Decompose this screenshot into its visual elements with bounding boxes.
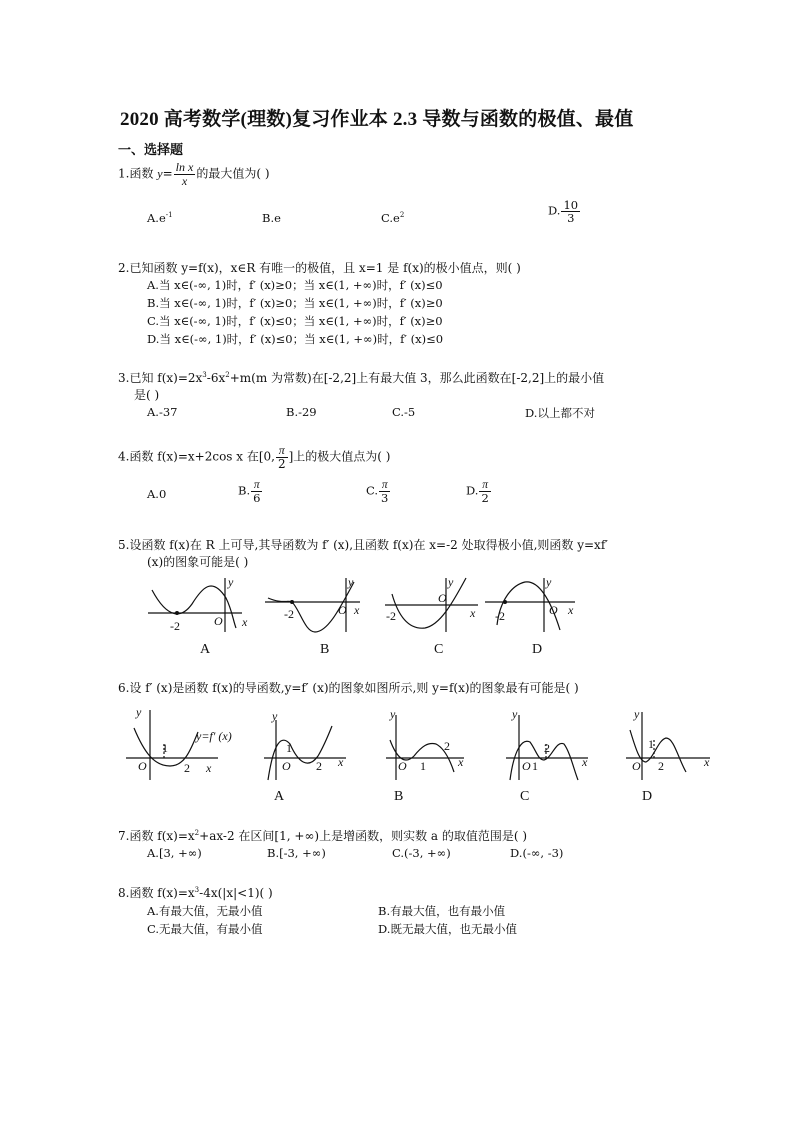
q4-option-c: C. $\frac{\pi}{3}$ <box>366 479 389 506</box>
q1-fraction: $\frac{\text{ln x}}{x}$ <box>175 160 194 188</box>
q6-b-x-label: x <box>458 755 464 769</box>
q5-b-y-label: y <box>348 575 354 589</box>
section-heading: 一、选择题 <box>118 143 184 158</box>
q8-option-d: D.既无最大值，也无最小值 <box>378 922 517 936</box>
q7-option-d: D.(-∞, -3) <box>510 846 564 860</box>
q5-d-origin: O <box>549 603 558 617</box>
q6-a-one: 1 <box>286 741 292 755</box>
q2-option-d: D.当 x∈(-∞, 1)时，f′ (x)≤0；当 x∈(1, +∞)时，f′ (x)≤0 <box>147 332 444 346</box>
q6-a-origin: O <box>282 759 291 773</box>
q6-main-x-label: x <box>206 761 212 775</box>
q6-main-one: 1 <box>162 741 168 755</box>
q5-c-neg2: -2 <box>386 609 396 623</box>
q7-option-c: C.(-3, +∞) <box>392 846 451 860</box>
q5-a-origin: O <box>214 614 223 628</box>
q6-graphs <box>126 700 716 806</box>
q3-option-a: A.-37 <box>147 405 178 419</box>
q4-option-a: A.0 <box>147 487 167 501</box>
q6-function-label: y=f′ (x) <box>196 729 232 743</box>
q5-b-x-label: x <box>354 603 360 617</box>
q6-a-two: 2 <box>316 759 322 773</box>
q5-d-neg2: -2 <box>495 609 505 623</box>
q2-option-b: B.当 x∈(-∞, 1)时，f′ (x)≥0；当 x∈(1, +∞)时，f′ (x)≥0 <box>147 296 443 310</box>
q2-option-a: A.当 x∈(-∞, 1)时，f′ (x)≥0；当 x∈(1, +∞)时，f′ (x)≤0 <box>147 278 443 292</box>
q5-b-neg2: -2 <box>284 607 294 621</box>
q5-d-x-label: x <box>568 603 574 617</box>
q5-a-neg2: -2 <box>170 619 180 633</box>
question-2-stem: 2.已知函数 y=f(x)，x∈R 有唯一的极值，且 x=1 是 f(x)的极小值点，则( ) <box>118 261 521 275</box>
q6-main-y-label: y <box>136 705 142 719</box>
q6-label-d: D <box>642 789 653 804</box>
q6-main-origin: O <box>138 759 147 773</box>
question-5-stem: 5.设函数 f(x)在 R 上可导,其导函数为 f′ (x),且函数 f(x)在 x=-2 处取得极小值,则函数 y=xf′ <box>118 538 608 552</box>
q6-b-two: 2 <box>444 739 450 753</box>
q5-label-a: A <box>200 642 211 657</box>
q5-label-d: D <box>532 642 543 657</box>
q6-d-one: 1 <box>648 737 654 751</box>
question-3-stem-line2: 是( ) <box>134 388 160 402</box>
question-1-stem: 1.函数 y= $\frac{\text{ln x}}{x}$ 的最大值为( ) <box>118 160 270 188</box>
q1-option-b: B.e <box>262 211 281 225</box>
q6-d-origin: O <box>632 759 641 773</box>
q5-d-y-label: y <box>546 575 552 589</box>
q6-b-one: 1 <box>420 759 426 773</box>
q4-option-d: D. $\frac{\pi}{2}$ <box>466 479 489 506</box>
q6-label-b: B <box>394 789 404 804</box>
q6-c-one: 1 <box>532 759 538 773</box>
q6-d-x-label: x <box>704 755 710 769</box>
q2-option-c: C.当 x∈(-∞, 1)时，f′ (x)≤0；当 x∈(1, +∞)时，f′ (x)≥0 <box>147 314 443 328</box>
q5-label-b: B <box>320 642 330 657</box>
q6-d-y-label: y <box>634 707 640 721</box>
q6-d-two: 2 <box>658 759 664 773</box>
q8-option-a: A.有最大值，无最小值 <box>147 904 263 918</box>
question-5-stem-line2: (x)的图象可能是( ) <box>147 555 249 569</box>
question-8-stem: 8.函数 $f(x)=x^3-4x(|x|<1)$( ) <box>118 886 273 900</box>
q6-a-x-label: x <box>338 755 344 769</box>
q6-label-c: C <box>520 789 530 804</box>
question-7-stem: 7.函数 $f(x)=x^2+ax-2$ 在区间[1, +∞)上是增函数，则实数 a 的取值范围是( ) <box>118 829 528 843</box>
q7-option-b: B.[-3, +∞) <box>267 846 326 860</box>
question-6-stem: 6.设 f′ (x)是函数 f(x)的导函数,y=f′ (x)的图象如图所示,则 y=f(x)的图象最有可能是( ) <box>118 681 579 695</box>
q3-option-b: B.-29 <box>286 405 317 419</box>
q5-a-y-label: y <box>228 575 234 589</box>
q6-a-y-label: y <box>272 709 278 723</box>
q6-c-x-label: x <box>582 755 588 769</box>
q7-option-a: A.[3, +∞) <box>147 846 202 860</box>
q8-option-c: C.无最大值，有最小值 <box>147 922 263 936</box>
q8-option-b: B.有最大值，也有最小值 <box>378 904 506 918</box>
q1-option-a: $A.e^{-1}$ <box>147 211 173 225</box>
q6-c-two: 2 <box>544 741 550 755</box>
page-title: 2020 高考数学(理数)复习作业本 2.3 导数与函数的极值、最值 <box>120 109 634 130</box>
q5-a-x-label: x <box>242 615 248 629</box>
q5-c-x-label: x <box>470 606 476 620</box>
question-4-stem: 4.函数 f(x)=x+2cos x 在[0, $\frac{\pi}{2}$ ]上的极大值点为( ) <box>118 443 391 471</box>
q6-c-y-label: y <box>512 707 518 721</box>
q5-b-origin: O <box>338 603 347 617</box>
q1-option-d: D. $\frac{10}{3}$ <box>548 198 579 226</box>
q3-option-c: C.-5 <box>392 405 416 419</box>
q5-c-y-label: y <box>448 575 454 589</box>
q6-c-origin: O <box>522 759 531 773</box>
question-3-stem: 3.已知 $f(x)=2x^3-6x^2+m(m$ 为常数)在[-2,2]上有最大值 3，那么此函数在[-2,2]上的最小值 <box>118 371 605 385</box>
q3-option-d: D.以上都不对 <box>525 406 595 420</box>
q5-label-c: C <box>434 642 444 657</box>
q6-b-y-label: y <box>390 707 396 721</box>
q6-main-two: 2 <box>184 761 190 775</box>
q1-option-c: $C.e^2$ <box>381 211 405 225</box>
q6-label-a: A <box>274 789 285 804</box>
q4-option-b: B. $\frac{\pi}{6}$ <box>238 479 261 506</box>
q6-b-origin: O <box>398 759 407 773</box>
q5-c-origin: O <box>438 591 447 605</box>
q5-graphs <box>140 570 590 660</box>
